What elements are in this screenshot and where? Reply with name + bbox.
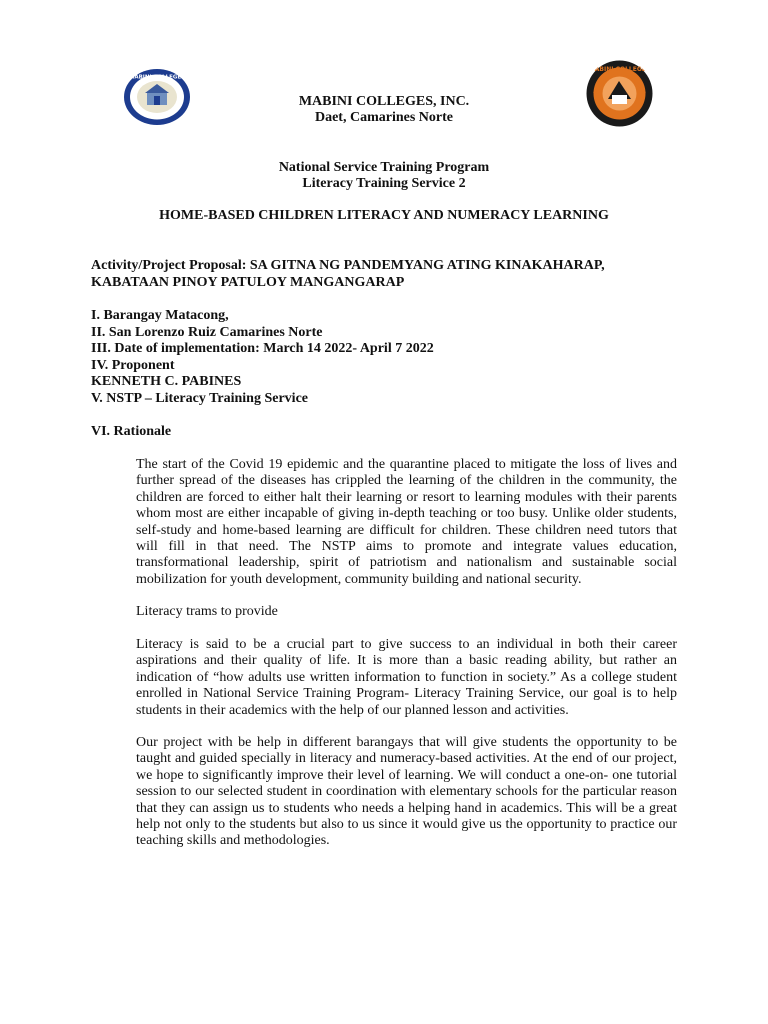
rationale-paragraph-1 — [136, 457, 677, 588]
course-name: Literacy Training Service 2 — [302, 176, 466, 191]
text-line: fill in that need. The NSTP aims to promote and integrate values education, transformational — [136, 539, 678, 571]
institution-heading — [0, 94, 768, 126]
rationale-heading: VI. Rationale — [91, 424, 172, 439]
program-name: National Service Training Program — [278, 160, 490, 175]
document-title: HOME-BASED CHILDREN LITERACY AND NUMERACY LEARNING — [159, 208, 609, 223]
text-line: further spread of the diseases has crippled the learning of the children in the community, the — [136, 473, 677, 489]
text-line: to significantly improve their level of learning. We will conduct a one-on- one tutorial session to — [136, 767, 677, 800]
rationale-paragraph-3 — [136, 637, 677, 719]
text-line: The start of the Covid 19 epidemic and the quarantine placed to mitigate the loss of lives and — [136, 457, 677, 472]
detail-nstp: V. NSTP – Literacy Training Service — [91, 390, 308, 406]
rationale-paragraph-2: Literacy trams to provide — [136, 604, 278, 619]
program-heading — [0, 160, 768, 192]
institution-name: MABINI COLLEGES, INC. — [298, 94, 470, 109]
text-line: skills and methodologies. — [186, 833, 330, 849]
proposal-title — [91, 258, 691, 291]
text-line: whom most are either incapable of giving in-depth teaching or too busy. Unlike older students, — [136, 506, 677, 522]
text-line: self-study and home-based learning are difficult for children. These children need tutors that will — [136, 522, 677, 555]
text-line: Our project with be help in different barangays that will give students the opportunity to be taught — [136, 735, 677, 767]
seal-left-text: MABINI COLLEGES — [128, 74, 186, 81]
proposal-line: Activity/Project Proposal: SA GITNA NG PANDEMYANG ATING KINAKAHARAP, — [91, 258, 605, 273]
rationale-paragraph-4 — [136, 735, 677, 850]
detail-proponent-name: KENNETH C. PABINES — [91, 374, 242, 389]
text-line: our selected student in coordination with elementary schools for the particular reason that they — [136, 784, 678, 816]
detail-proponent-label: IV. Proponent — [91, 357, 175, 373]
text-line: Literacy is said to be a crucial part to give success to an individual in both their career aspirations — [136, 637, 677, 669]
detail-barangay: I. Barangay Matacong, — [91, 308, 229, 323]
text-line: development, community building and national security. — [265, 571, 582, 587]
text-line: academics with the help of our planned lesson and activities. — [228, 702, 569, 718]
project-details — [91, 308, 691, 407]
text-line: leadership, spirit of patriotism and nationalism and sustainable social mobilization for youth — [136, 555, 677, 587]
text-line: only to the students but also to us since it would give us the opportunity to practice our teaching — [136, 817, 678, 849]
seal-right-text: MABINI COLLEGES — [588, 66, 651, 73]
text-line: can assign us to students who needs a helping hand in academics. This will be a great help not — [136, 800, 677, 833]
text-line: children are forced to either halt their learning or resort to learning modules with their parents — [136, 489, 677, 505]
text-line: and their quality of life. It is more than a basic reading ability, but rather an indication of “how — [136, 653, 677, 685]
text-line: Service Training Program- Literacy Training Service, our goal is to help students in their — [136, 686, 677, 718]
proposal-line: KABATAAN PINOY PATULOY MANGANGARAP — [91, 274, 405, 290]
detail-date: III. Date of implementation: March 14 2022- April 7 2022 — [91, 341, 434, 356]
text-line: and guided specially in literacy and numeracy-based activities. At the end of our project, we hope — [136, 751, 677, 783]
text-line: adults use written information to function in society.” As a college student enrolled in National — [136, 669, 677, 702]
detail-municipality: II. San Lorenzo Ruiz Camarines Norte — [91, 324, 323, 340]
institution-location: Daet, Camarines Norte — [314, 110, 453, 125]
